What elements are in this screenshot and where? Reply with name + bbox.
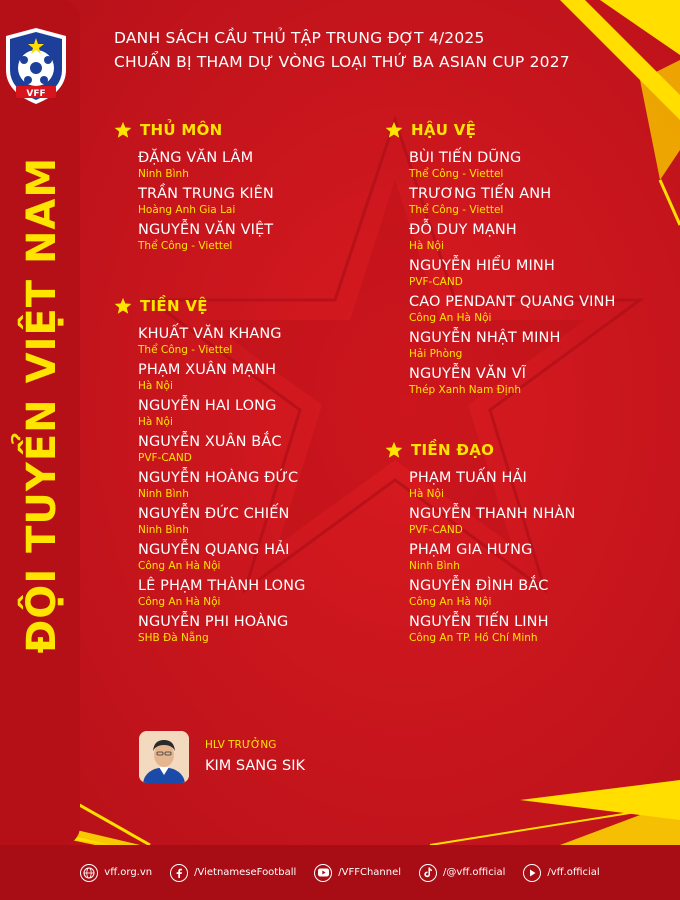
- coach-name: KIM SANG SIK: [205, 757, 305, 774]
- player-name: BÙI TIẾN DŨNG: [409, 150, 522, 166]
- player-name: NGUYỄN NHẬT MINH: [409, 330, 561, 346]
- player-club: Công An TP. Hồ Chí Minh: [409, 632, 538, 644]
- section-title: [383, 119, 616, 141]
- section-title: [112, 295, 305, 317]
- player-name: NGUYỄN ĐÌNH BẮC: [409, 578, 549, 594]
- player-name: CAO PENDANT QUANG VINH: [409, 294, 616, 310]
- player-name: NGUYỄN QUANG HẢI: [138, 542, 290, 558]
- player-name: PHẠM TUẤN HẢI: [409, 470, 527, 486]
- player-name: NGUYỄN HIỂU MINH: [409, 258, 555, 274]
- player-club: Ninh Bình: [409, 560, 460, 572]
- player-name: KHUẤT VĂN KHANG: [138, 326, 282, 342]
- player-entry: [138, 361, 305, 397]
- player-name: NGUYỄN VĂN VIỆT: [138, 222, 274, 238]
- star-icon: [385, 441, 403, 459]
- social-label: /vff.official: [547, 867, 600, 878]
- player-club: Thể Công - Viettel: [138, 240, 233, 252]
- section-forwards: [383, 439, 575, 649]
- section-label: HẬU VỆ: [411, 121, 477, 139]
- player-entry: [138, 185, 274, 221]
- player-name: NGUYỄN TIẾN LINH: [409, 614, 549, 630]
- player-club: PVF-CAND: [138, 452, 192, 464]
- player-club: Thể Công - Viettel: [138, 344, 233, 356]
- player-entry: [138, 397, 305, 433]
- vertical-title: ĐỘI TUYỂN VIỆT NAM: [19, 156, 65, 654]
- player-club: Hà Nội: [138, 416, 173, 428]
- player-name: NGUYỄN HAI LONG: [138, 398, 277, 414]
- section-label: TIỀN ĐẠO: [411, 441, 495, 459]
- section-label: TIỀN VỆ: [140, 297, 208, 315]
- player-name: PHẠM XUÂN MẠNH: [138, 362, 277, 378]
- coach-block: [139, 731, 305, 783]
- player-entry: [409, 293, 616, 329]
- player-entry: [138, 221, 274, 257]
- social-label: /VietnameseFootball: [194, 867, 297, 878]
- player-club: Công An Hà Nội: [409, 596, 492, 608]
- player-name: NGUYỄN PHI HOÀNG: [138, 614, 289, 630]
- player-entry: [138, 613, 305, 649]
- player-club: Ninh Bình: [138, 168, 189, 180]
- player-list: [138, 325, 305, 649]
- player-club: Thể Công - Viettel: [409, 168, 504, 180]
- star-icon: [385, 121, 403, 139]
- player-entry: [409, 257, 616, 293]
- player-entry: [409, 505, 575, 541]
- player-club: Công An Hà Nội: [138, 596, 221, 608]
- player-club: Hoàng Anh Gia Lai: [138, 204, 236, 216]
- social-youtube[interactable]: [314, 864, 401, 882]
- section-midfielders: [112, 295, 305, 649]
- vff-logo: [4, 26, 68, 106]
- player-name: PHẠM GIA HƯNG: [409, 542, 533, 558]
- social-label: /VFFChannel: [338, 867, 402, 878]
- logo-text: VFF: [26, 89, 46, 99]
- social-tiktok[interactable]: [419, 864, 505, 882]
- player-entry: [409, 577, 575, 613]
- player-club: Hà Nội: [138, 380, 173, 392]
- player-entry: [138, 505, 305, 541]
- globe-icon: [80, 864, 98, 882]
- youtube-icon: [314, 864, 332, 882]
- player-name: ĐỖ DUY MẠNH: [409, 222, 517, 238]
- player-entry: [138, 577, 305, 613]
- player-entry: [138, 325, 305, 361]
- player-name: NGUYỄN XUÂN BẮC: [138, 434, 282, 450]
- player-club: Hà Nội: [409, 488, 444, 500]
- player-name: TRƯƠNG TIẾN ANH: [409, 186, 552, 202]
- tiktok-icon: [419, 864, 437, 882]
- section-defenders: [383, 119, 616, 401]
- section-title: [383, 439, 575, 461]
- player-name: NGUYỄN ĐỨC CHIẾN: [138, 506, 290, 522]
- player-name: NGUYỄN VĂN VĨ: [409, 366, 526, 382]
- player-club: Công An Hà Nội: [138, 560, 221, 572]
- player-entry: [409, 365, 616, 401]
- facebook-icon: [170, 864, 188, 882]
- header-line-1: DANH SÁCH CẦU THỦ TẬP TRUNG ĐỢT 4/2025: [114, 29, 485, 47]
- player-entry: [409, 469, 575, 505]
- social-video[interactable]: [523, 864, 599, 882]
- section-goalkeepers: [112, 119, 274, 257]
- player-club: Ninh Bình: [138, 488, 189, 500]
- player-entry: [409, 329, 616, 365]
- player-name: ĐẶNG VĂN LÂM: [138, 150, 254, 166]
- player-list: [138, 149, 274, 257]
- player-list: [409, 149, 616, 401]
- player-entry: [409, 613, 575, 649]
- player-club: Hà Nội: [409, 240, 444, 252]
- player-entry: [138, 469, 305, 505]
- coach-photo: [139, 731, 189, 783]
- social-label: /@vff.official: [443, 867, 506, 878]
- player-entry: [409, 221, 616, 257]
- social-label: vff.org.vn: [104, 867, 153, 878]
- player-club: Công An Hà Nội: [409, 312, 492, 324]
- player-entry: [138, 149, 274, 185]
- star-icon: [114, 297, 132, 315]
- player-entry: [409, 185, 616, 221]
- coach-role: HLV TRƯỞNG: [205, 738, 277, 751]
- player-name: TRẦN TRUNG KIÊN: [138, 186, 274, 202]
- player-name: NGUYỄN HOÀNG ĐỨC: [138, 470, 299, 486]
- footer-social-bar: [0, 845, 680, 900]
- player-list: [409, 469, 575, 649]
- section-title: [112, 119, 274, 141]
- player-club: Hải Phòng: [409, 348, 463, 360]
- player-entry: [138, 541, 305, 577]
- section-label: THỦ MÔN: [140, 121, 223, 139]
- player-club: Thể Công - Viettel: [409, 204, 504, 216]
- player-name: NGUYỄN THANH NHÀN: [409, 506, 576, 522]
- player-entry: [138, 433, 305, 469]
- player-name: LÊ PHẠM THÀNH LONG: [138, 578, 306, 594]
- player-club: SHB Đà Nẵng: [138, 632, 209, 644]
- player-club: PVF-CAND: [409, 276, 463, 288]
- player-club: PVF-CAND: [409, 524, 463, 536]
- player-club: Thép Xanh Nam Định: [409, 384, 522, 396]
- header-line-2: CHUẨN BỊ THAM DỰ VÒNG LOẠI THỨ BA ASIAN CUP 2027: [114, 53, 570, 71]
- player-entry: [409, 541, 575, 577]
- social-website[interactable]: [80, 864, 152, 882]
- header: [114, 26, 570, 74]
- player-entry: [409, 149, 616, 185]
- play-icon: [523, 864, 541, 882]
- social-facebook[interactable]: [170, 864, 296, 882]
- star-icon: [114, 121, 132, 139]
- player-club: Ninh Bình: [138, 524, 189, 536]
